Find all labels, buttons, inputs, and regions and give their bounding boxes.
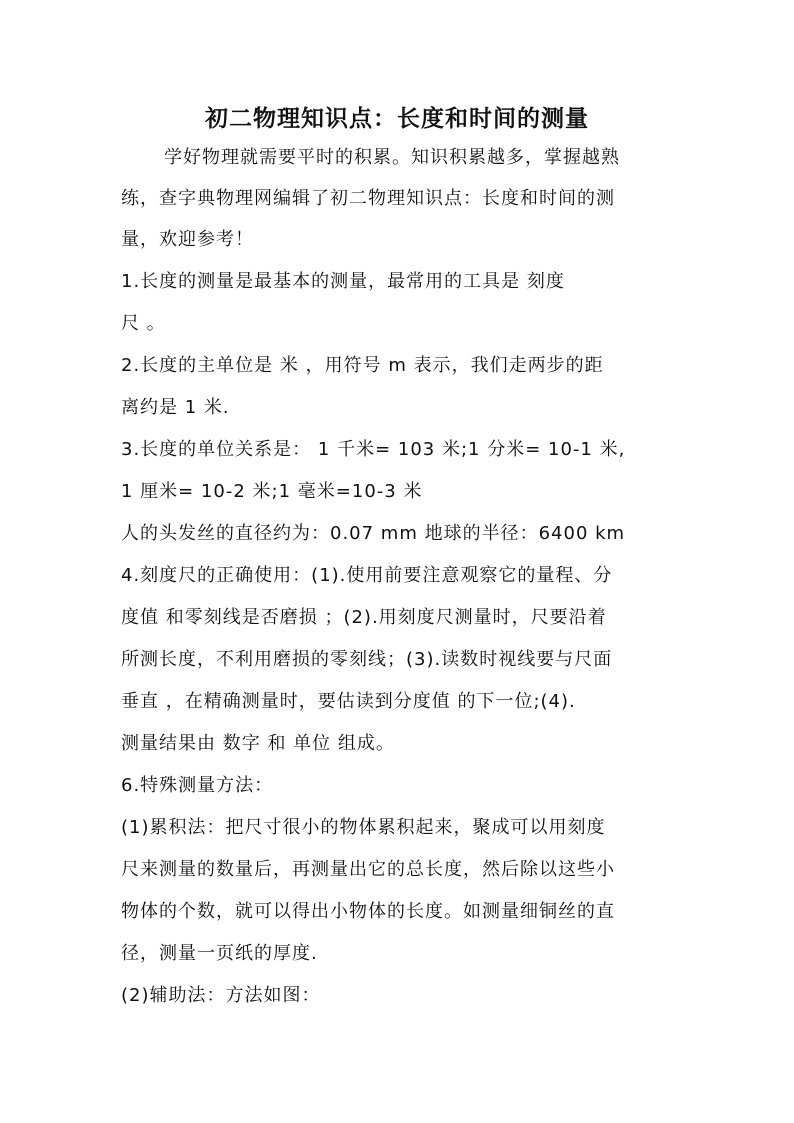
paragraph-line: 离约是 1 米.	[121, 397, 230, 418]
paragraph-line: 1.长度的测量是最基本的测量，最常用的工具是 刻度	[121, 271, 565, 292]
paragraph-line: 径，测量一页纸的厚度.	[121, 943, 318, 964]
paragraph-line: 所测长度，不利用磨损的零刻线；(3).读数时视线要与尺面	[121, 649, 613, 670]
paragraph-line: 练，查字典物理网编辑了初二物理知识点：长度和时间的测	[121, 188, 615, 209]
paragraph-line: (2)辅助法：方法如图：	[121, 985, 321, 1006]
paragraph-line: 度值 和零刻线是否磨损 ；(2).用刻度尺测量时，尺要沿着	[121, 607, 607, 628]
document-title: 初二物理知识点：长度和时间的测量	[205, 105, 589, 132]
paragraph-line: (1)累积法：把尺寸很小的物体累积起来，聚成可以用刻度	[121, 817, 606, 838]
paragraph-line: 测量结果由 数字 和 单位 组成。	[121, 733, 395, 754]
paragraph-line: 垂直 ，在精确测量时，要估读到分度值 的下一位;(4).	[121, 691, 576, 712]
paragraph-line: 物体的个数，就可以得出小物体的长度。如测量细铜丝的直	[121, 901, 615, 922]
paragraph-line: 尺来测量的数量后，再测量出它的总长度，然后除以这些小	[121, 859, 615, 880]
paragraph-line: 尺 。	[121, 313, 166, 334]
paragraph-line: 1 厘米= 10-2 米;1 毫米=10-3 米	[121, 481, 423, 502]
paragraph-line: 6.特殊测量方法：	[121, 775, 274, 796]
paragraph-line: 人的头发丝的直径约为：0.07 mm 地球的半径：6400 km	[121, 523, 626, 544]
paragraph-line: 2.长度的主单位是 米 ，用符号 m 表示，我们走两步的距	[121, 355, 604, 376]
paragraph-line: 4.刻度尺的正确使用：(1).使用前要注意观察它的量程、分	[121, 565, 613, 586]
paragraph-line: 量，欢迎参考！	[121, 229, 254, 250]
paragraph-line: 学好物理就需要平时的积累。知识积累越多，掌握越熟	[164, 147, 620, 168]
paragraph-line: 3.长度的单位关系是： 1 千米= 103 米;1 分米= 10-1 米,	[121, 439, 626, 460]
